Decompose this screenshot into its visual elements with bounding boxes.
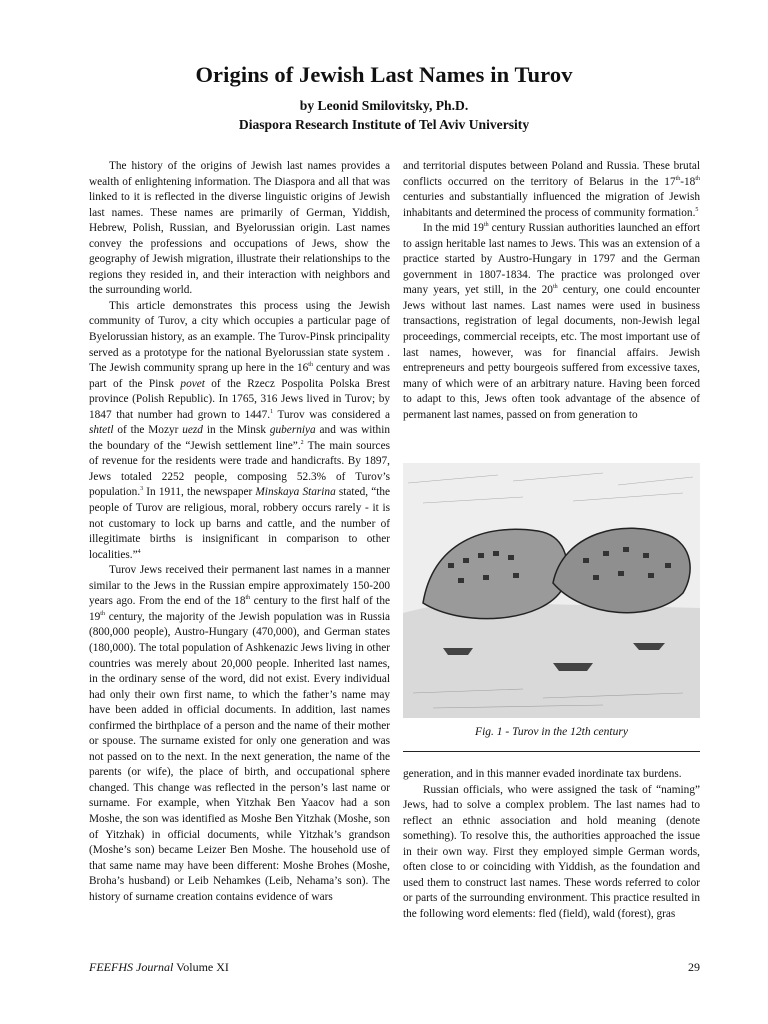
journal-name: FEEFHS Journal — [89, 960, 174, 974]
footnote-ref: 2 — [300, 440, 304, 447]
paragraph-last-names-history: Turov Jews received their permanent last names in a manner similar to the Jews in the Russian empire approximately 150-200 years ago. From the end of the 18th century to the first half of the 19th century, the majority of the Jewish population was in Russia (800,000 people), Austro-Hungary (470,000), and German states (180,000). The total population of Ashkenazic Jews living in other countries was merely about 20,000 people. Inherited last names, in the ordinary sense of the word, did not exist. Every individual had only their own first name, to which the father’s name may have been added in official documents. In addition, last names confirmed the birthplace of a person and the name of their mother or spouse. The surname existed for only one generation and was not passed on to the next. In the next generation, the name of the parents (or wife), the place of birth, and occupational sphere changed. This change was reflected in the person’s last name or surname. For example, when Yitzhak Ben Yaacov had a son Moshe, the son was identified as Moshe Ben Yitzhak (Moshe, son of Yitzhak) in official documents, while Yitzhak’s grandson (Moshe’s son) became Leizer Ben Moshe. The household use of that same name may have been different: Moshe Brohes (Moshe, Broha’s husband) or Leib Nehamkes (Leib, Nehama’s son). The history of surname creation contains evidence of wars — [89, 564, 390, 903]
figure-caption: Fig. 1 - Turov in the 12th century — [475, 726, 628, 738]
institute-line: Diaspora Research Institute of Tel Aviv University — [238, 117, 530, 132]
footnote-ref: 1 — [270, 408, 274, 415]
article-header — [0, 62, 768, 134]
footnote-ref: 3 — [140, 486, 144, 493]
page-number: 29 — [688, 960, 700, 974]
journal-volume: Volume XI — [173, 960, 229, 974]
paragraph-tax-evasion: generation, and in this manner evaded inordinate tax burdens. — [403, 768, 682, 780]
author-line: by Leonid Smilovitsky, Ph.D. — [299, 98, 469, 113]
right-column-top — [403, 159, 700, 423]
left-column — [89, 159, 390, 905]
caption-divider — [403, 751, 700, 752]
footnote-ref: 4 — [137, 548, 141, 555]
article-title: Origins of Jewish Last Names in Turov — [195, 62, 573, 87]
paragraph-intro: The history of the origins of Jewish last names provides a wealth of enlightening information. The Diaspora and all that was linked to it is reflected in the diverse linguistic origins of Jewish last names. These names are primarily of German, Yiddish, Hebrew, Polish, Russian, and Byelorussian origin. Last names convey the professions and occupations of Jews, show the geography of Jewish migration, illustrate their relationships to the regions they resided in, and their interaction with neighbors and the surrounding world. — [89, 160, 390, 297]
paragraph-territorial-disputes: and territorial disputes between Poland and Russia. These brutal conflicts occurred on the territory of Belarus in the 17th-18th centuries and substantially influenced the migration of Jewish inhabitants and determined the process of community formation.$^5$ — [403, 160, 700, 219]
paragraph-turov-community: This article demonstrates this process using the Jewish community of Turov, a city which occupies a particular page of Byelorussian history, as an example. The Turov-Pinsk principality served as a prototype for the national Byelorussian state system . The Jewish community sprang up here in the 16th century and was part of the Pinsk povet of the Rzecz Pospolita Polska Brest province (Polish Republic). In 1765, 316 Jews lived in Turov; by 1847 that number had grown to 1447.$^1$ Turov was considered a shtetl of the Mozyr uezd in the Minsk guberniya and was within the boundary of the “Jewish settlement line”.$^2$ The main sources of revenue for the residents were trade and handicrafts. By 1897, Jews totaled 2252 people, composing 52.3% of Turov’s population.$^3$ In 1911, the newspaper Minskaya Starina stated, “the people of Turov are religious, moral, robbery occurs rarely - it is not customary to lock up barns and cattle, and the number of illegitimate births is insignificant in comparison to other localities.”$^4$ — [89, 299, 391, 561]
footnote-ref: 5 — [695, 206, 699, 213]
paragraph-russian-authorities: In the mid 19th century Russian authorities launched an effort to assign heritable last names to Jews. This was an extension of a practice started by Austro-Hungary in 1797 and the German government in 1807-1834. The practice was prolonged over many years, yet still, in the 20th century, one could encounter Jews without last names. Last names were used in business transactions, registration of legal documents, non-Jewish legal proceedings, commercial receipts, etc. The most important use of last names, however, was for financial affairs. Jewish entrepreneurs and petty bourgeois suffered from excessive taxes, many of which were of an arbitrary nature. Having been forced to adapt to this, Jews often took advantage of the absence of permanent last names, passed on from generation to — [403, 222, 700, 421]
paragraph-russian-officials: Russian officials, who were assigned the task of “naming” Jews, had to solve a complex problem. The last names had to reflect an ethnic association and hold meaning (denote something). To resolve this, the authorities approached the issue in their own way. First they employed simple German words, often close to or coinciding with Yiddish, as the foundation and used them to construct last names. These words referred to color or parts of the surrounding environment. This practice resulted in the following word elements: fled (field), wald (forest), gras — [403, 783, 700, 920]
right-column-bottom — [403, 767, 700, 922]
turov-engraving-image — [403, 463, 700, 718]
journal-footer — [89, 960, 229, 975]
turov-illustration — [403, 463, 700, 718]
